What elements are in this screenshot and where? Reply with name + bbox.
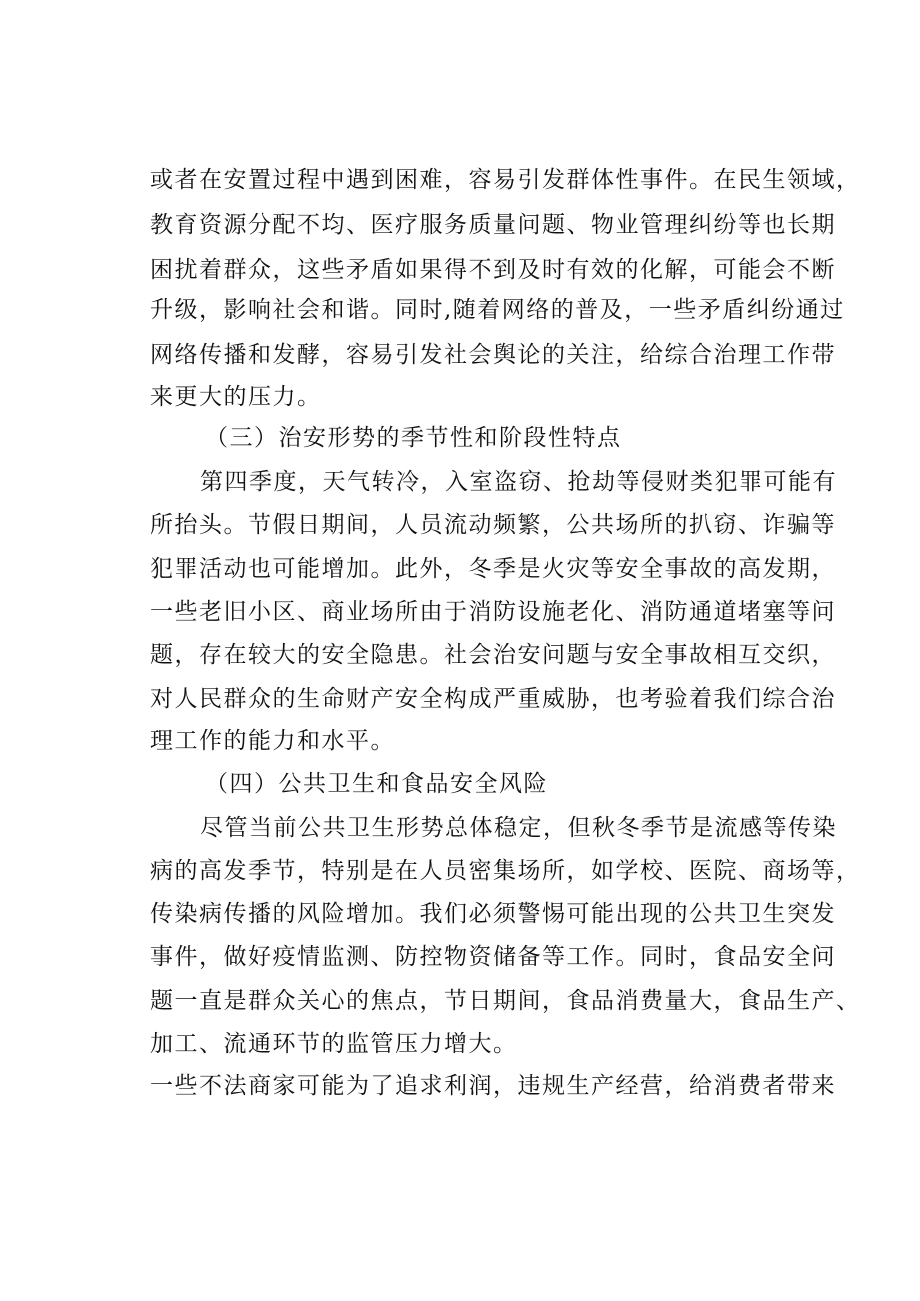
paragraph-line: 理工作的能力和水平。 — [150, 728, 395, 754]
paragraph-line: 题一直是群众关心的焦点，节日期间，食品消费量大，食品生产、 — [150, 988, 861, 1014]
paragraph-line: 犯罪活动也可能增加。此外，冬季是火灾等安全事故的高发期， — [150, 556, 836, 582]
paragraph-line: 升级，影响社会和谐。同时,随着网络的普及，一些矛盾纠纷通过 — [150, 297, 845, 323]
paragraph-line: 教育资源分配不均、医疗服务质量问题、物业管理纠纷等也长期 — [150, 212, 836, 238]
paragraph-line: 尽管当前公共卫生形势总体稳定，但秋冬季节是流感等传染 — [200, 815, 837, 841]
paragraph-line: 题，存在较大的安全隐患。社会治安问题与安全事故相互交织， — [150, 642, 836, 668]
paragraph-line: 第四季度，天气转冷，入室盗窃、抢劫等侵财类犯罪可能有 — [200, 469, 837, 495]
paragraph-line: 所抬头。节假日期间，人员流动频繁，公共场所的扒窃、诈骗等 — [150, 512, 836, 538]
paragraph-line: 或者在安置过程中遇到困难，容易引发群体性事件。在民生领域， — [150, 167, 861, 193]
paragraph-line: 一些老旧小区、商业场所由于消防设施老化、消防通道堵塞等问 — [150, 599, 836, 625]
paragraph-line: 病的高发季节，特别是在人员密集场所，如学校、医院、商场等， — [150, 858, 861, 884]
paragraph-line: 传染病传播的风险增加。我们必须警惕可能出现的公共卫生突发 — [150, 901, 836, 927]
section-heading-3: （三）治安形势的季节性和阶段性特点 — [205, 425, 622, 451]
paragraph-line: 事件，做好疫情监测、防控物资储备等工作。同时，食品安全问 — [150, 944, 836, 970]
paragraph-line: 困扰着群众，这些矛盾如果得不到及时有效的化解，可能会不断 — [150, 257, 836, 283]
paragraph-line: 一些不法商家可能为了追求利润，违规生产经营，给消费者带来 — [150, 1073, 836, 1099]
paragraph-line: 对人民群众的生命财产安全构成严重威胁，也考验着我们综合治 — [150, 686, 836, 712]
paragraph-line: 来更大的压力。 — [150, 384, 322, 410]
paragraph-line: 加工、流通环节的监管压力增大。 — [150, 1031, 518, 1057]
section-heading-4: （四）公共卫生和食品安全风险 — [205, 771, 548, 797]
paragraph-line: 网络传播和发酵，容易引发社会舆论的关注，给综合治理工作带 — [150, 342, 836, 368]
